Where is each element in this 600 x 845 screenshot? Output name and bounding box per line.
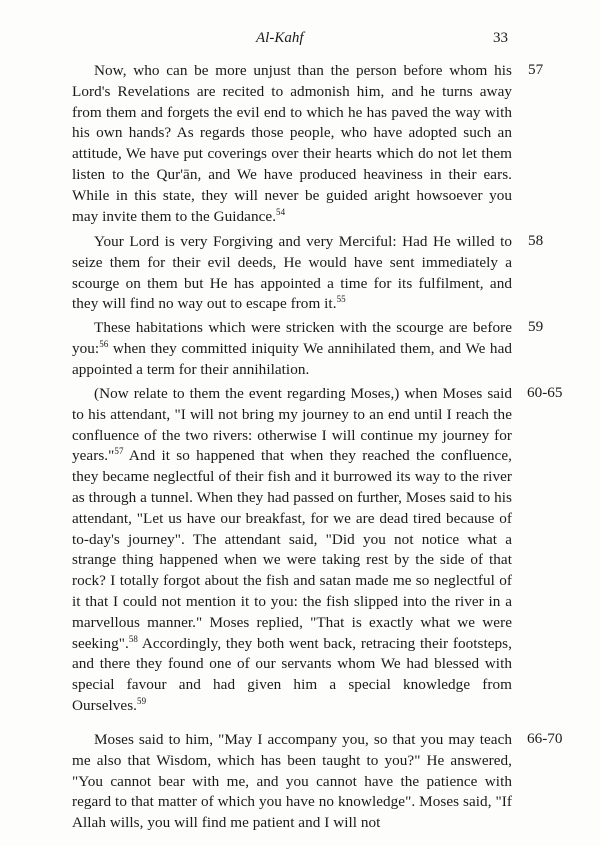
footnote-marker: 56 [99,338,109,349]
paragraph-verse-59 [72,318,512,380]
footnote-marker: 58 [128,633,138,644]
page-number: 33 [493,30,508,46]
footnote-marker: 55 [336,294,346,305]
paragraph-text: Now, who can be more unjust than the person before whom his Lord's Revelations are recited to admonish him, and he turns away from them and forgets the evil end to which he has paved the way with his own hands? As regards those people, who have adopted such an attitude, We have put coverings over their hearts which do not let them listen to the Qur'ān, and We have produced heaviness in their ears. While in this state, they will never be guided aright howsoever you may invite them to the Guidance. [72,62,512,225]
verse-number: 58 [528,232,544,249]
footnote-marker: 59 [137,695,147,706]
verse-number: 60-65 [527,384,563,401]
verse-number: 57 [528,61,544,78]
surah-title: Al-Kahf [256,30,304,46]
paragraph-verse-66-70 [72,730,512,834]
paragraph-text: Your Lord is very Forgiving and very Merciful: Had He willed to seize them for their evil deeds, He would have sent immediately a scourge on them but He has appointed a time for its fulfilment, and they will find no way out to escape from it. [72,233,512,313]
paragraph-text: Accordingly, they both went back, retracing their footsteps, and there they found one of our servants whom We had blessed with special favour and had given him a special knowledge from Ourselves. [72,634,512,714]
paragraph-verse-58 [72,232,512,315]
paragraph-text: Moses said to him, "May I accompany you, so that you may teach me also that Wisdom, which has been taught to you?" He answered, "You cannot bear with me, and you cannot have the patience with regard to that matter of which you have no knowledge". Moses said, "If Allah wills, you will find me patient and I will not [72,731,512,832]
paragraph-text: These habitations which were stricken with the scourge are before you: [72,319,512,357]
paragraph-text: (Now relate to them the event regarding Moses,) when Moses said to his attendant, "I will not bring my journey to an end until I reach the confluence of the two rivers: otherwise I will continue my journey for years." [72,385,512,465]
verse-number: 59 [528,318,544,335]
paragraph-text: And it so happened that when they reached the confluence, they became neglectful of their fish and it burrowed its way to the river as through a tunnel. When they had passed on further, Moses said to his attendant, "Let us have our breakfast, for we are dead tired because of to-day's journey". The attendant said, "Did you not notice what a strange thing happened when we were taking rest by the side of that rock? I totally forgot about the fish and satan made me so neglectful of it that I could not mention it to you: the fish slipped into the river in a marvellous manner." Moses replied, "That is exactly what we were seeking". [72,447,512,652]
paragraph-text: when they committed iniquity We annihilated them, and We had appointed a term for their annihilation. [72,339,512,378]
paragraph-verse-60-65 [72,384,512,717]
verse-number: 66-70 [527,730,563,747]
footnote-marker: 57 [114,446,124,457]
footnote-marker: 54 [276,206,286,217]
paragraph-verse-57 [72,61,512,227]
